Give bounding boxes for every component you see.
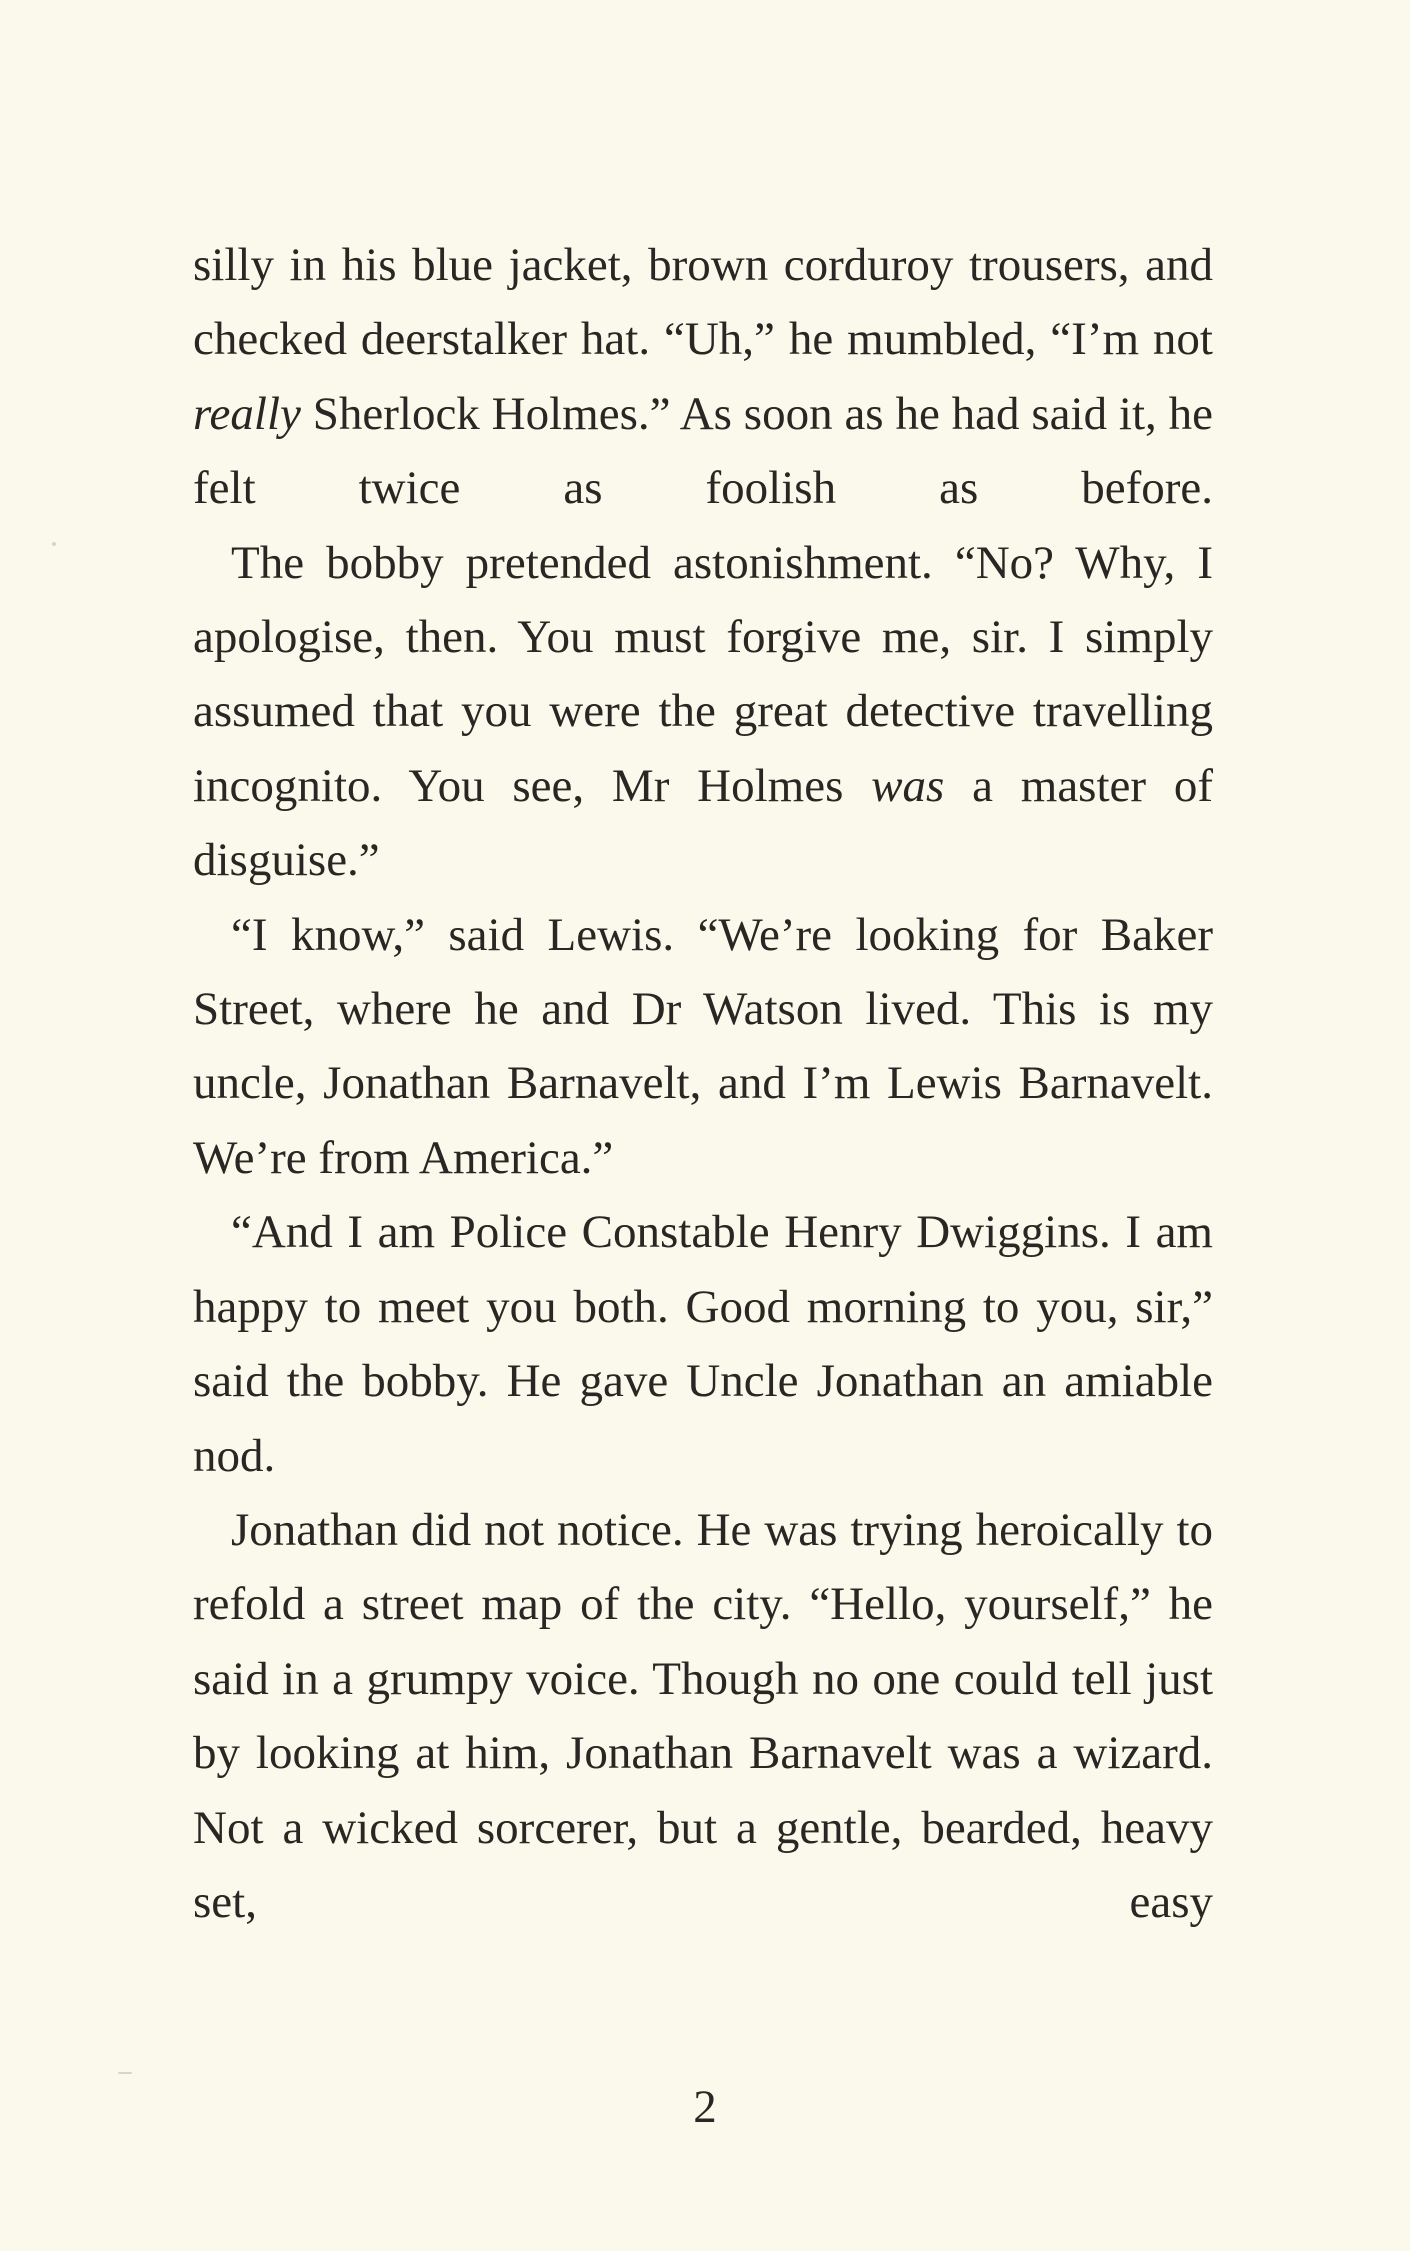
text-run: Sherlock Holmes.” As soon as he had said it, he felt twice as foolish as before.: [193, 387, 1213, 515]
text-run: silly in his blue jacket, brown corduroy trousers, and checked deerstalker hat. “Uh,” he mumbled, “I’m not: [193, 239, 1213, 366]
text-run: Jonathan did not notice. He was trying heroically to refold a street map of the city. “Hello, yourself,” he said in a grumpy voice. Though no one could tell just by looking at him, Jonathan Barnavelt was a wizard. Not a wicked sorcerer, but a gentle, bearded, heavy set, easy: [193, 1503, 1213, 1928]
italic-run: really: [193, 387, 301, 440]
paper-speck: [52, 542, 56, 546]
text-run: “I know,” said Lewis. “We’re looking for Baker Street, where he and Dr Watson lived. This is my uncle, Jonathan Barnavelt, and I’m Lewis Barnavelt. We’re from America.”: [193, 908, 1213, 1184]
text-run: a master of disguise.”: [193, 759, 1213, 887]
text-run: The bobby pretended astonishment. “No? Why, I apologise, then. You must forgive me, sir. I simply assumed that you were the great detective travelling incognito. You see, Mr Holmes: [193, 536, 1213, 812]
paragraph-2: [193, 526, 1213, 898]
paragraph-5: [193, 1493, 1213, 1939]
italic-run: was: [871, 759, 945, 812]
paragraph-3: [193, 898, 1213, 1196]
page-number: 2: [693, 2081, 717, 2133]
body-text: [193, 228, 1213, 1939]
paragraph-4: [193, 1195, 1213, 1493]
paragraph-1: [193, 228, 1213, 526]
text-run: “And I am Police Constable Henry Dwiggins. I am happy to meet you both. Good morning to you, sir,” said the bobby. He gave Uncle Jonathan an amiable nod.: [193, 1206, 1213, 1482]
paper-speck: [118, 2072, 132, 2074]
